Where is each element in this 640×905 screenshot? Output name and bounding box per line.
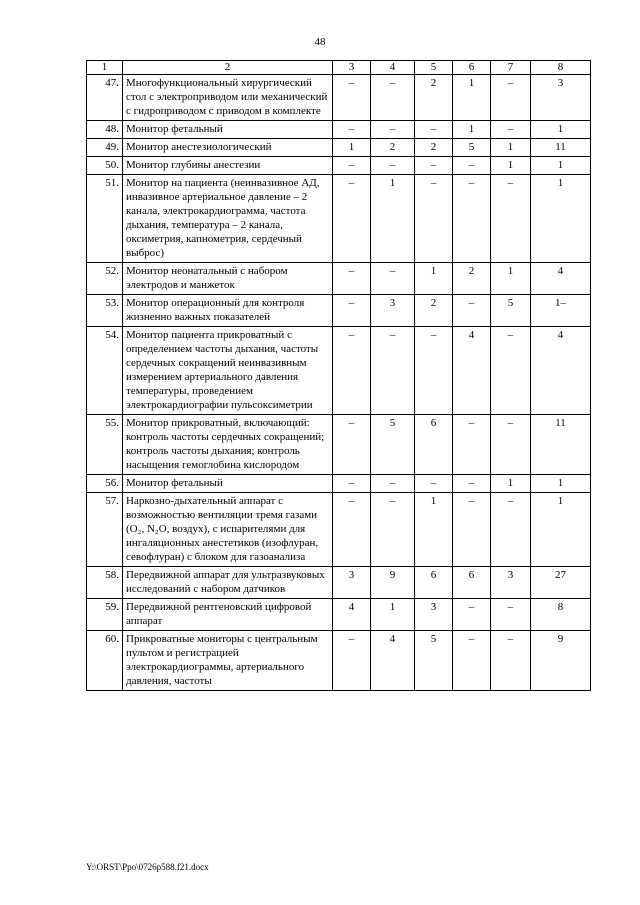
row-number-cell: 59. (87, 599, 123, 631)
column-header: 6 (453, 61, 491, 75)
quantity-cell: – (453, 295, 491, 327)
equipment-name-cell: Монитор на пациента (неинвазивное АД, инвазивное артериальное давление – 2 канала, электрокардиограмма, частота дыхания, температура – 2 канала, оксиметрия, капнометрия, сердечный выброс) (123, 175, 333, 263)
total-cell: 1 (531, 121, 591, 139)
table-row (87, 475, 591, 493)
quantity-cell: 3 (415, 599, 453, 631)
quantity-cell: – (371, 327, 415, 415)
row-number-cell: 60. (87, 631, 123, 691)
quantity-cell: – (491, 121, 531, 139)
quantity-cell: 1 (491, 475, 531, 493)
quantity-cell: 2 (371, 139, 415, 157)
total-cell: 1 (531, 493, 591, 567)
total-cell: 8 (531, 599, 591, 631)
quantity-cell: 2 (415, 75, 453, 121)
equipment-name-cell: Монитор прикроватный, включающий: контроль частоты сердечных сокращений; контроль частоты дыхания; контроль насыщения гемоглобина кислородом (123, 415, 333, 475)
quantity-cell: – (453, 157, 491, 175)
table-row (87, 263, 591, 295)
total-cell: 4 (531, 263, 591, 295)
table-row (87, 631, 591, 691)
equipment-name-cell: Монитор пациента прикроватный с определением частоты дыхания, частоты сердечных сокращений неинвазивным измерением артериального давления температуры, проведением электрокардиографии пульсоксиметрии (123, 327, 333, 415)
quantity-cell: – (415, 157, 453, 175)
quantity-cell: 2 (415, 139, 453, 157)
quantity-cell: 1 (491, 263, 531, 295)
table-row (87, 175, 591, 263)
table-row (87, 415, 591, 475)
table-row (87, 567, 591, 599)
quantity-cell: – (333, 631, 371, 691)
quantity-cell: – (415, 175, 453, 263)
total-cell: 27 (531, 567, 591, 599)
quantity-cell: – (491, 599, 531, 631)
quantity-cell: – (333, 493, 371, 567)
quantity-cell: – (371, 493, 415, 567)
equipment-name-cell: Монитор фетальный (123, 121, 333, 139)
quantity-cell: – (415, 475, 453, 493)
total-cell: 1 (531, 175, 591, 263)
quantity-cell: 3 (491, 567, 531, 599)
quantity-cell: – (491, 493, 531, 567)
row-number-cell: 55. (87, 415, 123, 475)
quantity-cell: 5 (453, 139, 491, 157)
equipment-name-cell: Монитор операционный для контроля жизненно важных показателей (123, 295, 333, 327)
quantity-cell: – (415, 327, 453, 415)
quantity-cell: – (491, 175, 531, 263)
equipment-name-cell: Монитор глубины анестезии (123, 157, 333, 175)
quantity-cell: 5 (371, 415, 415, 475)
quantity-cell: 3 (371, 295, 415, 327)
total-cell: 11 (531, 415, 591, 475)
table-row (87, 75, 591, 121)
column-header: 7 (491, 61, 531, 75)
total-cell: 1– (531, 295, 591, 327)
equipment-name-cell: Монитор анестезиологический (123, 139, 333, 157)
equipment-table (86, 60, 591, 691)
quantity-cell: 1 (415, 263, 453, 295)
column-header: 3 (333, 61, 371, 75)
equipment-name-cell: Многофункциональный хирургический стол с электроприводом или механический с гидроприводом с приводом в комплекте (123, 75, 333, 121)
quantity-cell: 9 (371, 567, 415, 599)
quantity-cell: – (333, 75, 371, 121)
quantity-cell: 2 (415, 295, 453, 327)
equipment-name-cell: Передвижной рентгеновский цифровой аппарат (123, 599, 333, 631)
quantity-cell: – (333, 475, 371, 493)
quantity-cell: 3 (333, 567, 371, 599)
equipment-name-cell: Монитор неонатальный с набором электродов и манжеток (123, 263, 333, 295)
equipment-name-cell: Прикроватные мониторы с центральным пультом и регистрацией электрокардиограммы, артериального давления, частоты (123, 631, 333, 691)
quantity-cell: 1 (491, 139, 531, 157)
quantity-cell: – (333, 263, 371, 295)
row-number-cell: 47. (87, 75, 123, 121)
quantity-cell: – (371, 121, 415, 139)
quantity-cell: – (453, 415, 491, 475)
total-cell: 1 (531, 157, 591, 175)
quantity-cell: 5 (415, 631, 453, 691)
quantity-cell: 1 (333, 139, 371, 157)
column-header: 8 (531, 61, 591, 75)
quantity-cell: – (371, 263, 415, 295)
row-number-cell: 54. (87, 327, 123, 415)
row-number-cell: 56. (87, 475, 123, 493)
equipment-name-cell: Монитор фетальный (123, 475, 333, 493)
quantity-cell: – (333, 121, 371, 139)
equipment-name-cell: Наркозно-дыхательный аппарат с возможностью вентиляции тремя газами (O₂, N₂O, воздух), с испарителями для ингаляционных анестетиков (изофлуран, севофлуран) с блоком для газоанализа (123, 493, 333, 567)
row-number-cell: 52. (87, 263, 123, 295)
quantity-cell: – (491, 75, 531, 121)
table-header-row (87, 61, 591, 75)
quantity-cell: – (333, 295, 371, 327)
quantity-cell: 4 (333, 599, 371, 631)
quantity-cell: – (453, 475, 491, 493)
equipment-name-cell: Передвижной аппарат для ультразвуковых исследований с набором датчиков (123, 567, 333, 599)
quantity-cell: – (415, 121, 453, 139)
table-row (87, 599, 591, 631)
quantity-cell: 1 (371, 599, 415, 631)
quantity-cell: 6 (415, 415, 453, 475)
row-number-cell: 53. (87, 295, 123, 327)
quantity-cell: 1 (491, 157, 531, 175)
row-number-cell: 50. (87, 157, 123, 175)
row-number-cell: 48. (87, 121, 123, 139)
column-header: 4 (371, 61, 415, 75)
column-header: 2 (123, 61, 333, 75)
table-row (87, 139, 591, 157)
quantity-cell: 1 (371, 175, 415, 263)
total-cell: 11 (531, 139, 591, 157)
quantity-cell: – (491, 415, 531, 475)
table-row (87, 295, 591, 327)
quantity-cell: – (333, 175, 371, 263)
quantity-cell: – (333, 415, 371, 475)
quantity-cell: 6 (453, 567, 491, 599)
quantity-cell: 2 (453, 263, 491, 295)
quantity-cell: – (333, 327, 371, 415)
quantity-cell: – (371, 75, 415, 121)
quantity-cell: 1 (415, 493, 453, 567)
table-row (87, 327, 591, 415)
row-number-cell: 49. (87, 139, 123, 157)
total-cell: 4 (531, 327, 591, 415)
table-row (87, 493, 591, 567)
quantity-cell: – (453, 631, 491, 691)
total-cell: 9 (531, 631, 591, 691)
row-number-cell: 51. (87, 175, 123, 263)
quantity-cell: – (491, 327, 531, 415)
quantity-cell: – (333, 157, 371, 175)
page-number: 48 (314, 36, 326, 48)
table-row (87, 157, 591, 175)
quantity-cell: 1 (453, 75, 491, 121)
total-cell: 3 (531, 75, 591, 121)
row-number-cell: 58. (87, 567, 123, 599)
table-row (87, 121, 591, 139)
table-body (87, 75, 591, 691)
quantity-cell: – (371, 157, 415, 175)
column-header: 1 (87, 61, 123, 75)
quantity-cell: 4 (453, 327, 491, 415)
quantity-cell: – (491, 631, 531, 691)
quantity-cell: – (453, 599, 491, 631)
quantity-cell: 5 (491, 295, 531, 327)
quantity-cell: – (453, 175, 491, 263)
quantity-cell: 6 (415, 567, 453, 599)
row-number-cell: 57. (87, 493, 123, 567)
quantity-cell: – (453, 493, 491, 567)
quantity-cell: 1 (453, 121, 491, 139)
quantity-cell: – (371, 475, 415, 493)
column-header: 5 (415, 61, 453, 75)
footer-file-path: Y:\ORST\Ppo\0726p588.f21.docx (86, 862, 209, 872)
total-cell: 1 (531, 475, 591, 493)
quantity-cell: 4 (371, 631, 415, 691)
